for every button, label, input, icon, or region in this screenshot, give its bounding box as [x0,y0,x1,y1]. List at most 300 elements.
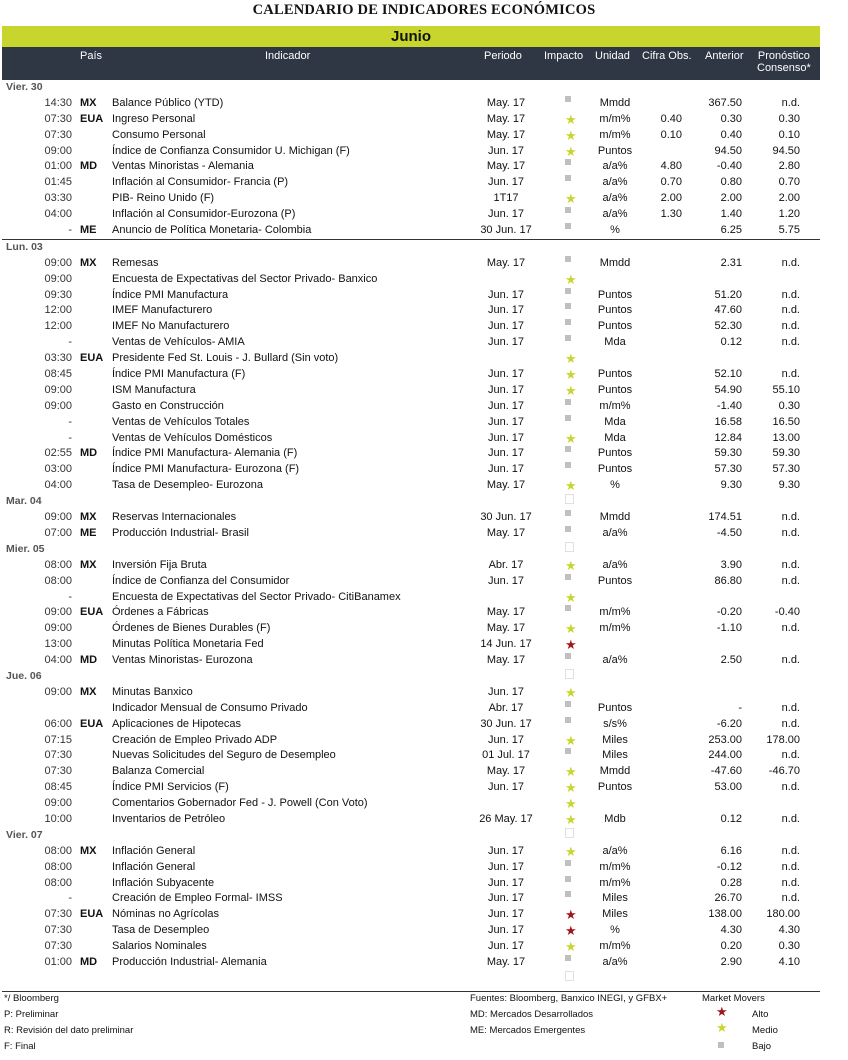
indicator-cell: Índice PMI Servicios (F) [112,781,229,794]
forecast-cell: 0.30 [778,399,800,412]
previous-cell: 86.80 [714,574,742,587]
previous-cell: 0.28 [720,876,742,889]
indicator-cell: Inflación al Consumidor- Francia (P) [112,176,289,189]
indicator-cell: Indicador Mensual de Consumo Privado [112,701,308,714]
footnote-preliminar: P: Preliminar [4,1009,59,1020]
unit-cell: Puntos [597,144,633,157]
period-cell: 14 Jun. 17 [480,638,532,651]
indicator-cell: Creación de Empleo Privado ADP [112,733,278,746]
forecast-cell: 0.30 [778,112,800,125]
indicator-cell: Inventarios de Petróleo [112,812,226,825]
unit-cell: m/m% [599,606,631,619]
legend-bajo-square-icon [718,1040,724,1052]
unit-cell: Miles [602,749,628,762]
forecast-cell: n.d. [781,717,800,730]
previous-cell: -1.10 [716,622,742,635]
indicator-cell: Índice PMI Manufactura- Alemania (F) [112,447,298,460]
period-cell: May. 17 [486,765,526,778]
previous-cell: 12.84 [714,431,742,444]
unit-cell: a/a% [602,192,628,205]
previous-cell: 6.25 [720,224,742,237]
table-row: 03:30 PIB- Reino Unido (F) 1T17 a/a% 2.00 2.00 2.00 ★ [2,191,820,207]
indicator-cell: Inflación General [112,860,196,873]
unit-cell: m/m% [599,128,631,141]
unit-cell: Mmdd [599,765,631,778]
previous-cell: -47.60 [710,765,742,778]
time-cell: 03:30 [44,192,72,205]
table-row [2,876,820,892]
forecast-cell: 2.80 [778,160,800,173]
forecast-cell: n.d. [781,876,800,889]
table-row [2,207,820,223]
period-cell: May. 17 [486,96,526,109]
day-header-row [2,239,820,256]
country-cell: MX [80,511,97,524]
period-cell: Jun. 17 [487,368,525,381]
indicator-cell: Consumo Personal [112,128,206,141]
unit-cell: m/m% [599,622,631,635]
unit-cell: a/a% [602,208,628,221]
footnote-final: F: Final [4,1041,36,1052]
indicator-cell: Índice PMI Manufactura [112,288,229,301]
time-cell: 09:00 [44,797,72,810]
forecast-cell: n.d. [781,781,800,794]
previous-cell: 54.90 [714,383,742,396]
time-cell: 08:00 [44,860,72,873]
unit-cell: Miles [602,908,628,921]
indicator-cell: Índice de Confianza del Consumidor [112,574,290,587]
previous-cell: -1.40 [716,399,742,412]
time-cell: 03:00 [44,463,72,476]
forecast-cell: 55.10 [772,383,800,396]
observed-cell: 4.80 [660,160,682,173]
unit-cell: Mda [604,415,626,428]
indicator-cell: Órdenes a Fábricas [112,606,209,619]
time-cell: 08:45 [44,781,72,794]
table-row [2,446,820,462]
unit-cell: m/m% [599,876,631,889]
indicator-cell: Reservas Internacionales [112,511,237,524]
previous-cell: 2.90 [720,955,742,968]
forecast-cell: 94.50 [772,144,800,157]
time-cell: - [68,590,72,603]
previous-cell: 53.00 [714,781,742,794]
time-cell: 07:30 [44,940,72,953]
forecast-cell: 0.30 [778,940,800,953]
time-cell: 09:30 [44,288,72,301]
previous-cell: 6.16 [720,844,742,857]
period-cell: Jun. 17 [487,892,525,905]
period-cell: Abr. 17 [488,558,524,571]
table-row: 09:00 Índice de Confianza Consumidor U. Michigan (F) Jun. 17 Puntos 94.50 94.50 ★ [2,144,820,160]
indicator-cell: Encuesta de Expectativas del Sector Privado- CitiBanamex [112,590,401,603]
unit-cell: a/a% [602,176,628,189]
time-cell: 09:00 [44,622,72,635]
observed-cell: 0.10 [660,128,682,141]
table-row [2,701,820,717]
indicator-cell: Producción Industrial- Brasil [112,526,249,539]
period-cell: 1T17 [493,192,519,205]
country-cell: ME [80,224,97,237]
footnote-bloomberg: */ Bloomberg [4,993,59,1004]
table-row [2,288,820,304]
forecast-cell: n.d. [781,654,800,667]
indicator-cell: IMEF No Manufacturero [112,320,230,333]
table-row [2,748,820,764]
previous-cell: -0.20 [716,606,742,619]
indicator-cell: Balanza Comercial [112,765,205,778]
previous-cell: 26.70 [714,892,742,905]
time-cell: 10:00 [44,812,72,825]
period-cell: Jun. 17 [487,463,525,476]
period-cell: Jun. 17 [487,144,525,157]
period-cell: Jun. 17 [487,908,525,921]
time-cell: 09:00 [44,144,72,157]
indicator-cell: Inflación Subyacente [112,876,215,889]
previous-cell: - [738,701,742,714]
unit-cell: Puntos [597,368,633,381]
forecast-cell: -0.40 [774,606,800,619]
period-cell: Jun. 17 [487,860,525,873]
previous-cell: 2.31 [720,256,742,269]
forecast-cell: n.d. [781,622,800,635]
table-row: 08:45 Índice PMI Manufactura (F) Jun. 17 Puntos 52.10 n.d. ★ [2,367,820,383]
forecast-cell: n.d. [781,336,800,349]
country-cell: EUA [80,908,104,921]
forecast-cell: 0.10 [778,128,800,141]
time-cell: 09:00 [44,606,72,619]
time-cell: 04:00 [44,208,72,221]
footnote-revision: R: Revisión del dato preliminar [4,1025,134,1036]
forecast-cell: n.d. [781,304,800,317]
indicator-cell: ISM Manufactura [112,383,196,396]
table-row: 07:30 Balanza Comercial May. 17 Mmdd -47.60 -46.70 ★ [2,764,820,780]
period-cell: Jun. 17 [487,320,525,333]
indicator-cell: Ingreso Personal [112,112,196,125]
table-row: 09:00 Encuesta de Expectativas del Sector Privado- Banxico ★ [2,272,820,288]
indicator-cell: Minutas Política Monetaria Fed [112,638,264,651]
observed-cell: 2.00 [660,192,682,205]
forecast-cell: n.d. [781,368,800,381]
time-cell: 09:00 [44,256,72,269]
forecast-cell: 57.30 [772,463,800,476]
table-row [2,415,820,431]
time-cell: 08:00 [44,574,72,587]
forecast-cell: 2.00 [778,192,800,205]
forecast-cell: n.d. [781,749,800,762]
forecast-cell: 5.75 [778,224,800,237]
indicator-cell: Salarios Nominales [112,940,207,953]
header-pais: País [80,50,103,62]
country-cell: MX [80,844,97,857]
previous-cell: 51.20 [714,288,742,301]
indicator-cell: IMEF Manufacturero [112,304,213,317]
unit-cell: a/a% [602,955,628,968]
indicator-cell: Tasa de Desempleo [112,924,210,937]
table-row: 08:00 MX Inflación General Jun. 17 a/a% 6.16 n.d. ★ [2,844,820,860]
indicator-cell: Anuncio de Política Monetaria- Colombia [112,224,312,237]
unit-cell: Mmdd [599,511,631,524]
period-cell: May. 17 [486,955,526,968]
indicator-cell: Inflación General [112,844,196,857]
forecast-cell: n.d. [781,844,800,857]
forecast-cell: 180.00 [766,908,800,921]
forecast-cell: n.d. [781,256,800,269]
period-cell: Jun. 17 [487,383,525,396]
day-header-row [2,80,820,96]
forecast-cell: 4.30 [778,924,800,937]
country-cell: EUA [80,352,104,365]
table-row [2,510,820,526]
country-cell: MX [80,96,97,109]
page-title: CALENDARIO DE INDICADORES ECONÓMICOS [252,2,596,18]
period-cell: May. 17 [486,256,526,269]
unit-cell: m/m% [599,112,631,125]
time-cell: 08:00 [44,558,72,571]
unit-cell: m/m% [599,940,631,953]
time-cell: 14:30 [44,96,72,109]
forecast-cell: n.d. [781,96,800,109]
unit-cell: Puntos [597,304,633,317]
unit-cell: m/m% [599,399,631,412]
time-cell: 09:00 [44,511,72,524]
indicator-cell: PIB- Reino Unido (F) [112,192,215,205]
footnote-sources: Fuentes: Bloomberg, Banxico INEGI, y GFBX+ [470,993,668,1004]
table-row: 07:30 Consumo Personal May. 17 m/m% 0.10 0.40 0.10 ★ [2,128,820,144]
period-cell: May. 17 [486,526,526,539]
time-cell: 01:00 [44,955,72,968]
indicator-cell: Nóminas no Agrícolas [112,908,219,921]
indicator-cell: Remesas [112,256,159,269]
period-cell: May. 17 [486,112,526,125]
previous-cell: 0.40 [720,128,742,141]
period-cell: Jun. 17 [487,876,525,889]
period-cell: Jun. 17 [487,733,525,746]
calendar-rows [2,80,820,987]
table-row: 07:15 Creación de Empleo Privado ADP Jun. 17 Miles 253.00 178.00 ★ [2,733,820,749]
table-row [2,462,820,478]
table-row [2,717,820,733]
unit-cell: Puntos [597,447,633,460]
forecast-cell: 178.00 [766,733,800,746]
previous-cell: 16.58 [714,415,742,428]
previous-cell: 52.30 [714,320,742,333]
table-row [2,335,820,351]
unit-cell: Mmdd [599,96,631,109]
table-row [2,526,820,542]
table-row [2,223,820,239]
unit-cell: Puntos [597,701,633,714]
indicator-cell: Aplicaciones de Hipotecas [112,717,242,730]
time-cell: 07:30 [44,112,72,125]
time-cell: 08:00 [44,844,72,857]
table-row [2,574,820,590]
day-header-row [2,542,820,558]
table-row: 07:30 EUA Nóminas no Agrícolas Jun. 17 Miles 138.00 180.00 ★ [2,907,820,923]
table-row [2,96,820,112]
indicator-cell: Encuesta de Expectativas del Sector Privado- Banxico [112,272,378,285]
table-row: 07:30 Salarios Nominales Jun. 17 m/m% 0.20 0.30 ★ [2,939,820,955]
period-cell: Jun. 17 [487,336,525,349]
footnote-me: ME: Mercados Emergentes [470,1025,586,1036]
forecast-cell: n.d. [781,812,800,825]
previous-cell: 0.12 [720,812,742,825]
period-cell: Jun. 17 [487,685,525,698]
table-row [2,891,820,907]
time-cell: - [68,415,72,428]
header-cifra: Cifra Obs. [642,50,692,62]
unit-cell: % [610,224,620,237]
forecast-cell: n.d. [781,288,800,301]
forecast-cell: n.d. [781,701,800,714]
legend-alto: Alto [752,1009,769,1020]
forecast-cell: -46.70 [768,765,800,778]
time-cell: - [68,224,72,237]
previous-cell: 138.00 [708,908,742,921]
previous-cell: -0.12 [716,860,742,873]
unit-cell: a/a% [602,160,628,173]
table-row [2,955,820,971]
country-cell: MX [80,685,97,698]
country-cell: EUA [80,717,104,730]
forecast-cell: n.d. [781,320,800,333]
unit-cell: a/a% [602,654,628,667]
indicator-cell: Ventas de Vehículos Domésticos [112,431,273,444]
previous-cell: 4.30 [720,924,742,937]
previous-cell: -4.50 [716,526,742,539]
unit-cell: Mdb [604,812,626,825]
previous-cell: 59.30 [714,447,742,460]
legend-medio-star-icon: ★ [716,1020,728,1035]
country-cell: MD [80,654,98,667]
period-cell: Jun. 17 [487,176,525,189]
day-header-row [2,828,820,844]
table-row [2,175,820,191]
period-cell: May. 17 [486,654,526,667]
footer-divider [2,991,820,992]
header-unidad: Unidad [595,50,630,62]
period-cell: 01 Jul. 17 [482,749,530,762]
indicator-cell: Ventas Minoristas- Eurozona [112,654,253,667]
country-cell: EUA [80,112,104,125]
unit-cell: a/a% [602,558,628,571]
unit-cell: Puntos [597,320,633,333]
period-cell: May. 17 [486,160,526,173]
period-cell: Jun. 17 [487,447,525,460]
forecast-cell: n.d. [781,558,800,571]
header-pronostico-line2: Consenso* [757,62,811,74]
time-cell: 07:30 [44,908,72,921]
time-cell: 04:00 [44,654,72,667]
previous-cell: 0.80 [720,176,742,189]
period-cell: 30 Jun. 17 [480,224,532,237]
header-anterior: Anterior [705,50,744,62]
time-cell: 07:30 [44,765,72,778]
period-cell: Jun. 17 [487,924,525,937]
unit-cell: Mmdd [599,256,631,269]
header-impacto: Impacto [544,50,584,62]
table-row: 13:00 Minutas Política Monetaria Fed 14 Jun. 17 ★ [2,637,820,653]
header-periodo: Periodo [484,50,522,62]
previous-cell: 244.00 [708,749,742,762]
country-cell: MX [80,558,97,571]
indicator-cell: Nuevas Solicitudes del Seguro de Desempleo [112,749,336,762]
previous-cell: 174.51 [708,511,742,524]
period-cell: Jun. 17 [487,940,525,953]
day-header-row [2,669,820,685]
time-cell: 08:00 [44,876,72,889]
country-cell: ME [80,526,97,539]
indicator-cell: Balance Público (YTD) [112,96,224,109]
time-cell: 13:00 [44,638,72,651]
header-pronostico [757,50,811,74]
indicator-cell: Índice de Confianza Consumidor U. Michigan (F) [112,144,350,157]
period-cell: Jun. 17 [487,844,525,857]
table-row: 09:00 MX Minutas Banxico Jun. 17 ★ [2,685,820,701]
indicator-cell: Ventas Minoristas - Alemania [112,160,254,173]
previous-cell: 9.30 [720,479,742,492]
previous-cell: -6.20 [716,717,742,730]
table-row [2,971,820,987]
observed-cell: 1.30 [660,208,682,221]
table-row: 08:45 Índice PMI Servicios (F) Jun. 17 Puntos 53.00 n.d. ★ [2,780,820,796]
indicator-cell: Órdenes de Bienes Durables (F) [112,622,271,635]
period-cell: 26 May. 17 [479,812,533,825]
previous-cell: 367.50 [708,96,742,109]
table-row: 07:30 EUA Ingreso Personal May. 17 m/m% 0.40 0.30 0.30 ★ [2,112,820,128]
previous-cell: 47.60 [714,304,742,317]
time-cell: 03:30 [44,352,72,365]
table-row: 07:30 Tasa de Desempleo Jun. 17 % 4.30 4.30 ★ [2,923,820,939]
previous-cell: 0.20 [720,940,742,953]
period-cell: Abr. 17 [488,701,524,714]
previous-cell: 1.40 [720,208,742,221]
unit-cell: Puntos [597,383,633,396]
time-cell: 09:00 [44,399,72,412]
forecast-cell: 0.70 [778,176,800,189]
indicator-cell: Minutas Banxico [112,685,193,698]
forecast-cell: 9.30 [778,479,800,492]
table-header [2,47,820,80]
forecast-cell: 13.00 [772,431,800,444]
time-cell: - [68,336,72,349]
indicator-cell: Inversión Fija Bruta [112,558,207,571]
unit-cell: s/s% [603,717,627,730]
forecast-cell: 59.30 [772,447,800,460]
day-header-row [2,494,820,510]
forecast-cell: 16.50 [772,415,800,428]
previous-cell: 253.00 [708,733,742,746]
country-cell: MD [80,447,98,460]
unit-cell: Mda [604,431,626,444]
day-label: Lun. 03 [6,240,43,253]
period-cell: 30 Jun. 17 [480,511,532,524]
indicator-cell: Producción Industrial- Alemania [112,955,267,968]
time-cell: 01:00 [44,160,72,173]
time-cell: 02:55 [44,447,72,460]
previous-cell: 52.10 [714,368,742,381]
time-cell: 12:00 [44,320,72,333]
indicator-cell: Comentarios Gobernador Fed - J. Powell (Con Voto) [112,797,368,810]
table-row [2,256,820,272]
forecast-cell: n.d. [781,892,800,905]
header-indicador: Indicador [265,50,311,62]
time-cell: 07:00 [44,526,72,539]
country-cell: MD [80,955,98,968]
legend-title: Market Movers [702,993,765,1004]
unit-cell: % [610,924,620,937]
indicator-cell: Presidente Fed St. Louis - J. Bullard (Sin voto) [112,352,339,365]
